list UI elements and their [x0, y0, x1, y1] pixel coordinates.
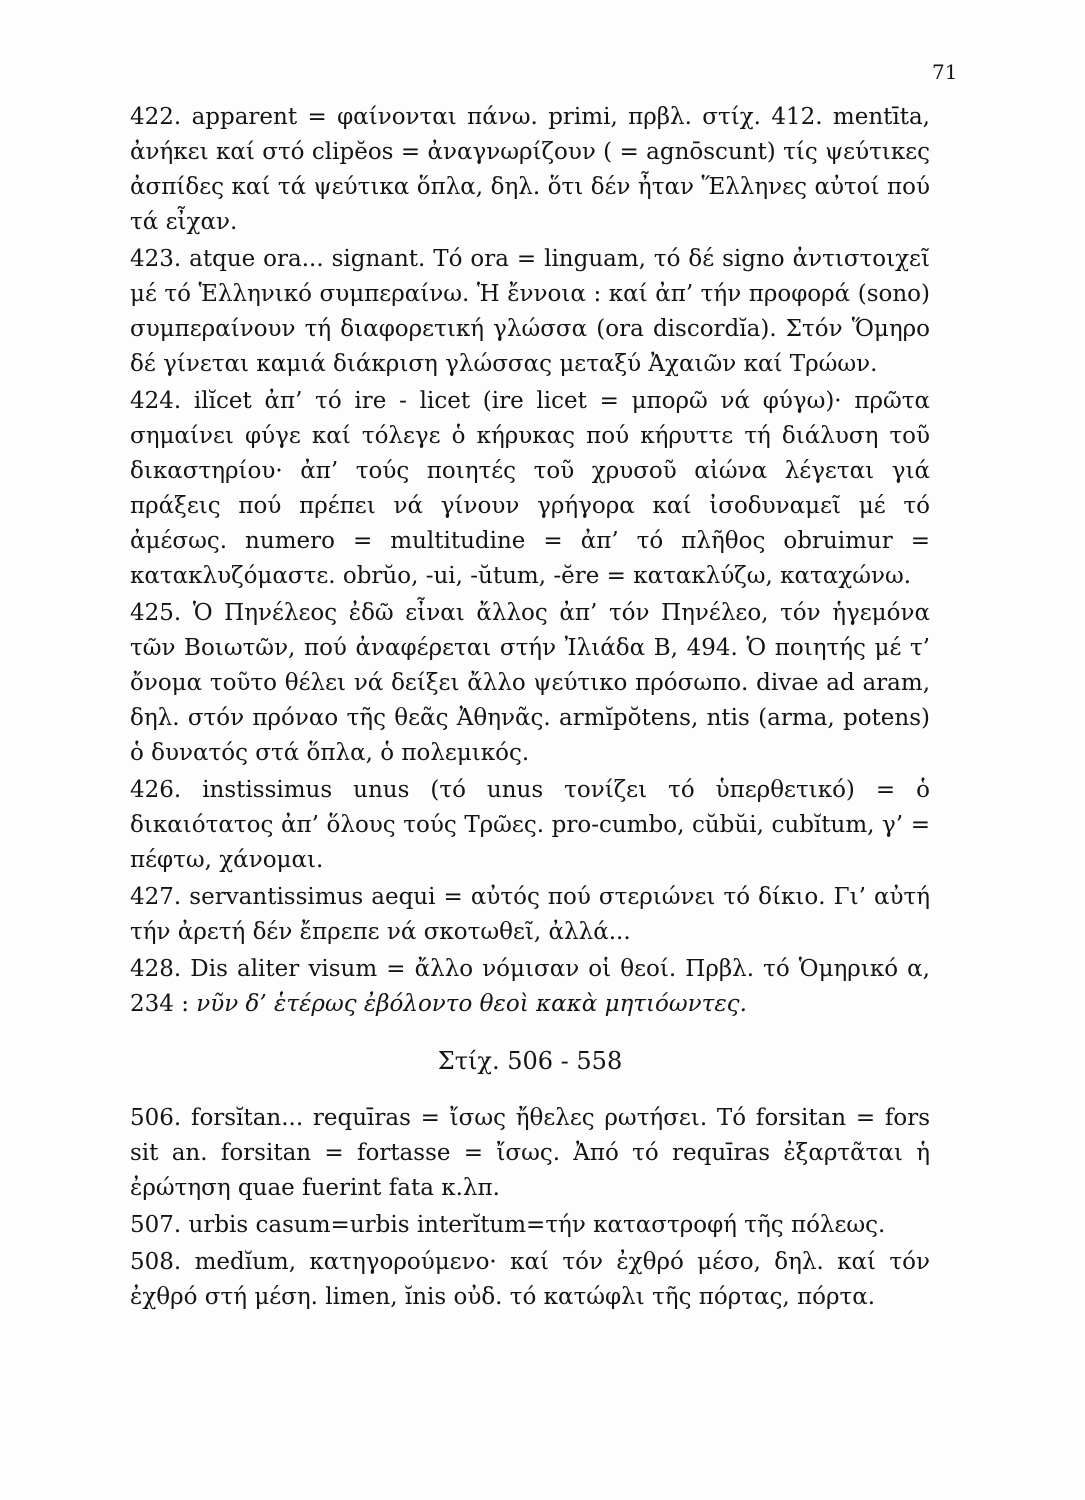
commentary-entry-423: 423. atque ora... signant. Τό ora = linguam, τό δέ signo ἀντιστοιχεῖ μέ τό Ἑλληνικό συμπεραίνω. Ἡ ἔννοια : καί ἀπ’ τήν προφορά (sono) συμπεραίνουν τή διαφορετική γλώσσα (ora discordĭa). Στόν Ὅμηρο δέ γίνεται καμιά διάκριση γλώσσας μεταξύ Ἀχαιῶν καί Τρώων. [130, 246, 930, 377]
commentary-entry-427: 427. servantissimus aequi = αὐτός πού στεριώνει τό δίκιο. Γι’ αὐτή τήν ἀρετή δέν ἔπρεπε νά σκοτωθεῖ, ἀλλά... [130, 884, 930, 945]
commentary-body [130, 100, 930, 1315]
homeric-quote: νῦν δ’ ἑτέρως ἐβόλοντο θεοὶ κακὰ μητιόωντες. [196, 991, 747, 1017]
commentary-entry-425: 425. Ὁ Πηνέλεος ἐδῶ εἶναι ἄλλος ἀπ’ τόν Πηνέλεο, τόν ἡγεμόνα τῶν Βοιωτῶν, πού ἀναφέρεται στήν Ἰλιάδα Β, 494. Ὁ ποιητής μέ τ’ ὄνομα τοῦτο θέλει νά δείξει ἄλλο ψεύτικο πρόσωπο. divae ad aram, δηλ. στόν πρόναο τῆς θεᾶς Ἀθηνᾶς. armĭpŏtens, ntis (arma, potens) ὁ δυνατός στά ὅπλα, ὁ πολεμικός. [130, 600, 930, 766]
commentary-entry-507: 507. urbis casum=urbis interĭtum=τήν καταστροφή τῆς πόλεως. [130, 1212, 886, 1238]
commentary-entry-508: 508. medĭum, κατηγορούμενο· καί τόν ἐχθρό μέσο, δηλ. καί τόν ἐχθρό στή μέση. limen, ĭnis οὐδ. τό κατώφλι τῆς πόρτας, πόρτα. [130, 1249, 930, 1310]
commentary-entry-426: 426. instissimus unus (τό unus τονίζει τό ὑπερθετικό) = ὁ δικαιότατος ἀπ’ ὅλους τούς Τρῶες. pro-cumbo, cŭbŭi, cubĭtum, γ’ = πέφτω, χάνομαι. [130, 777, 930, 873]
commentary-entry-428 [130, 952, 930, 1022]
page-number: 71 [932, 60, 958, 84]
section-heading: Στίχ. 506 - 558 [437, 1047, 623, 1075]
commentary-entry-424: 424. ilĭcet ἀπ’ τό ire - licet (ire licet = μπορῶ νά φύγω)· πρῶτα σημαίνει φύγε καί τόλεγε ὁ κήρυκας πού κήρυττε τή διάλυση τοῦ δικαστηρίου· ἀπ’ τούς ποιητές τοῦ χρυσοῦ αἰώνα λέγεται γιά πράξεις πού πρέπει νά γίνουν γρήγορα καί ἰσοδυναμεῖ μέ τό ἀμέσως. numero = multitudine = ἀπ’ τό πλῆθος obruimur = κατακλυζόμαστε. obrŭo, -ui, -ŭtum, -ĕre = κατακλύζω, καταχώνω. [130, 388, 930, 589]
entry-428-text: 428. Dis aliter visum = ἄλλο νόμισαν οἱ θεοί. Πρβλ. τό Ὁμηρικό α, 234 : [130, 956, 930, 1017]
commentary-entry-506: 506. forsĭtan... requīras = ἴσως ἤθελες ρωτήσει. Τό forsitan = fors sit an. forsitan = fortasse = ἴσως. Ἀπό τό requīras ἐξαρτᾶται ἡ ἐρώτηση quae fuerint fata κ.λπ. [130, 1105, 930, 1201]
commentary-entry-422: 422. apparent = φαίνονται πάνω. primi, πρβλ. στίχ. 412. mentīta, ἀνήκει καί στό clipĕos = ἀναγνωρίζουν ( = agnōscunt) τίς ψεύτικες ἀσπίδες καί τά ψεύτικα ὅπλα, δηλ. ὅτι δέν ἦταν Ἕλληνες αὐτοί πού τά εἶχαν. [130, 104, 930, 235]
